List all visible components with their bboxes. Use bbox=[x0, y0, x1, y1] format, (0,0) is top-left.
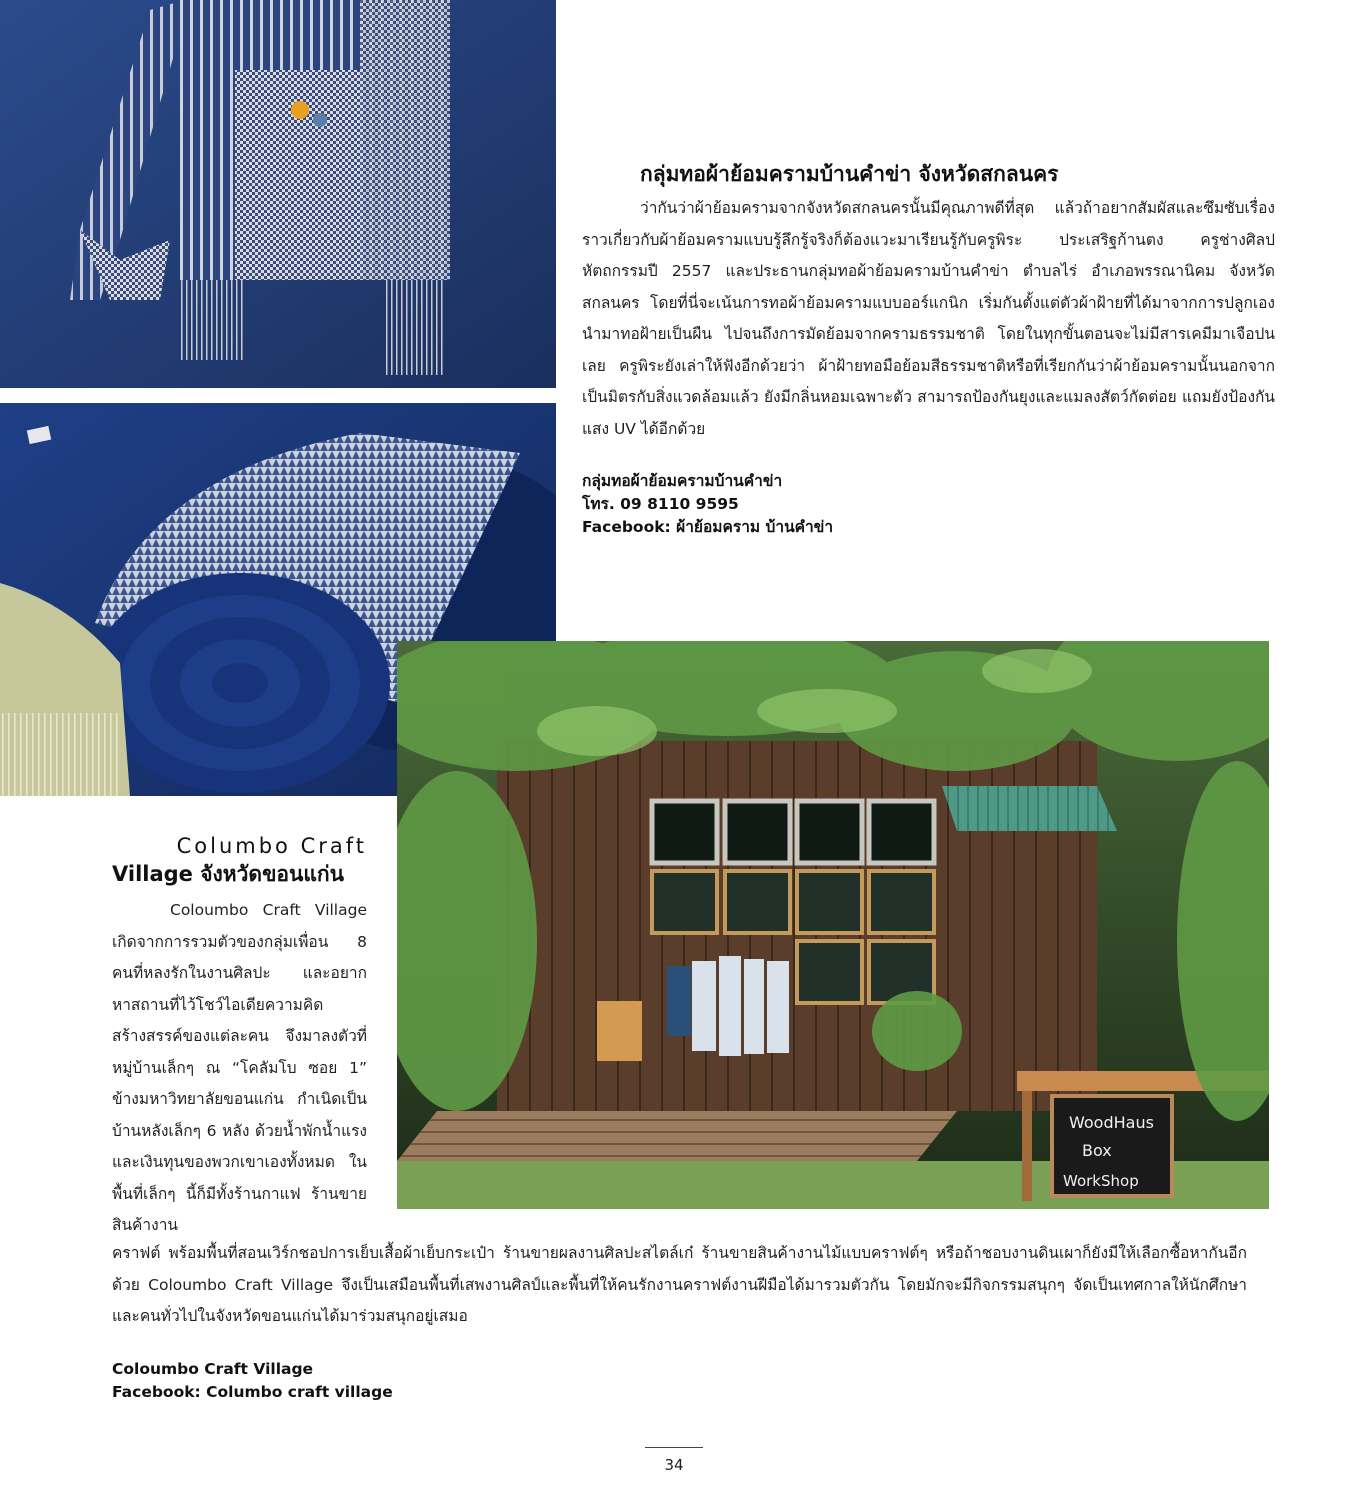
section1-contact-facebook: Facebook: ผ้าย้อมคราม บ้านคำข่า bbox=[582, 518, 834, 536]
page-divider bbox=[645, 1447, 703, 1448]
section1-contact-phone: โทร. 09 8110 9595 bbox=[582, 495, 739, 513]
photo-craft-village-shop bbox=[397, 641, 1269, 1209]
sign-text-line1: WoodHaus bbox=[1069, 1113, 1154, 1132]
section2-body-wide: คราฟต์ พร้อมพื้นที่สอนเวิร์กชอปการเย็บเสื้อผ้าเย็บกระเป๋า ร้านขายผลงานศิลปะสไตล์เก๋ ร้านขายสินค้างานไม้แบบคราฟต์ๆ หรือถ้าชอบงานดินเผาก็ยังมีให้เลือกซื้อหากันอีกด้วย Coloumbo Craft Village จึงเป็นเสมือนพื้นที่เสพงานศิลป์และพื้นที่ให้คนรักงานคราฟต์งานฝีมือได้มารวมตัวกัน โดยมักจะมีกิจกรรมสนุกๆ จัดเป็นเทศกาลให้นักศึกษาและคนทั่วไปในจังหวัดขอนแก่นได้มาร่วมสนุกอยู่เสมอ bbox=[112, 1244, 1247, 1325]
section2-contact bbox=[112, 1358, 393, 1404]
section1-title: กลุ่มทอผ้าย้อมครามบ้านคำข่า จังหวัดสกลนคร bbox=[640, 162, 1059, 186]
section2-body-column: Coloumbo Craft Village เกิดจากการรวมตัวของกลุ่มเพื่อน 8 คนที่หลงรักในงานศิลปะ และอยากหาสถานที่ไว้โชว์ไอเดียความคิดสร้างสรรค์ของแต่ละคน จึงมาลงตัวที่หมู่บ้านเล็กๆ ณ “โคลัมโบ ซอย 1” ข้างมหาวิทยาลัยขอนแก่น กำเนิดเป็นบ้านหลังเล็กๆ 6 หลัง ด้วยน้ำพักน้ำแรงและเงินทุนของพวกเขาเองทั้งหมด ในพื้นที่เล็กๆ นี้ก็มีทั้งร้านกาแฟ ร้านขายสินค้างาน bbox=[112, 901, 367, 1234]
sign-text-line3: WorkShop bbox=[1063, 1172, 1139, 1190]
section2-contact-facebook: Facebook: Columbo craft village bbox=[112, 1383, 393, 1401]
section1-contact-name: กลุ่มทอผ้าย้อมครามบ้านคำข่า bbox=[582, 472, 783, 490]
photo-indigo-bag bbox=[0, 0, 556, 388]
sign-text-line2: Box bbox=[1082, 1141, 1112, 1160]
section2-contact-name: Coloumbo Craft Village bbox=[112, 1360, 314, 1378]
section2-title-line2: Village จังหวัดขอนแก่น bbox=[112, 862, 344, 886]
section2-title-line1: Columbo Craft bbox=[176, 834, 367, 858]
section1-body: ว่ากันว่าผ้าย้อมครามจากจังหวัดสกลนครนั้นมีคุณภาพดีที่สุด แล้วถ้าอยากสัมผัสและซึมซับเรื่องราวเกี่ยวกับผ้าย้อมครามแบบรู้ลึกรู้จริงก็ต้องแวะมาเรียนรู้กับครูพิระ ประเสริฐก้านตง ครูช่างศิลปหัตถกรรมปี 2557 และประธานกลุ่มทอผ้าย้อมครามบ้านคำข่า ตำบลไร่ อำเภอพรรณานิคม จังหวัดสกลนคร โดยที่นี่จะเน้นการทอผ้าย้อมครามแบบออร์แกนิก เริ่มกันตั้งแต่ตัวผ้าฝ้ายที่ได้มาจากการปลูกเอง นำมาทอฝ้ายเป็นผืน ไปจนถึงการมัดย้อมจากครามธรรมชาติ โดยในทุกขั้นตอนจะไม่มีสารเคมีมาเจือปนเลย ครูพิระยังเล่าให้ฟังอีกด้วยว่า ผ้าฝ้ายทอมือย้อมสีธรรมชาติหรือที่เรียกกันว่าผ้าย้อมครามนั้นนอกจากเป็นมิตรกับสิ่งแวดล้อมแล้ว ยังมีกลิ่นหอมเฉพาะตัว สามารถป้องกันยุงและแมลงสัตว์กัดต่อย แถมยังป้องกันแสง UV ได้อีกด้วย bbox=[582, 199, 1275, 438]
section2-title bbox=[112, 832, 367, 888]
section1-contact bbox=[582, 470, 833, 539]
page-number: 34 bbox=[664, 1456, 684, 1474]
